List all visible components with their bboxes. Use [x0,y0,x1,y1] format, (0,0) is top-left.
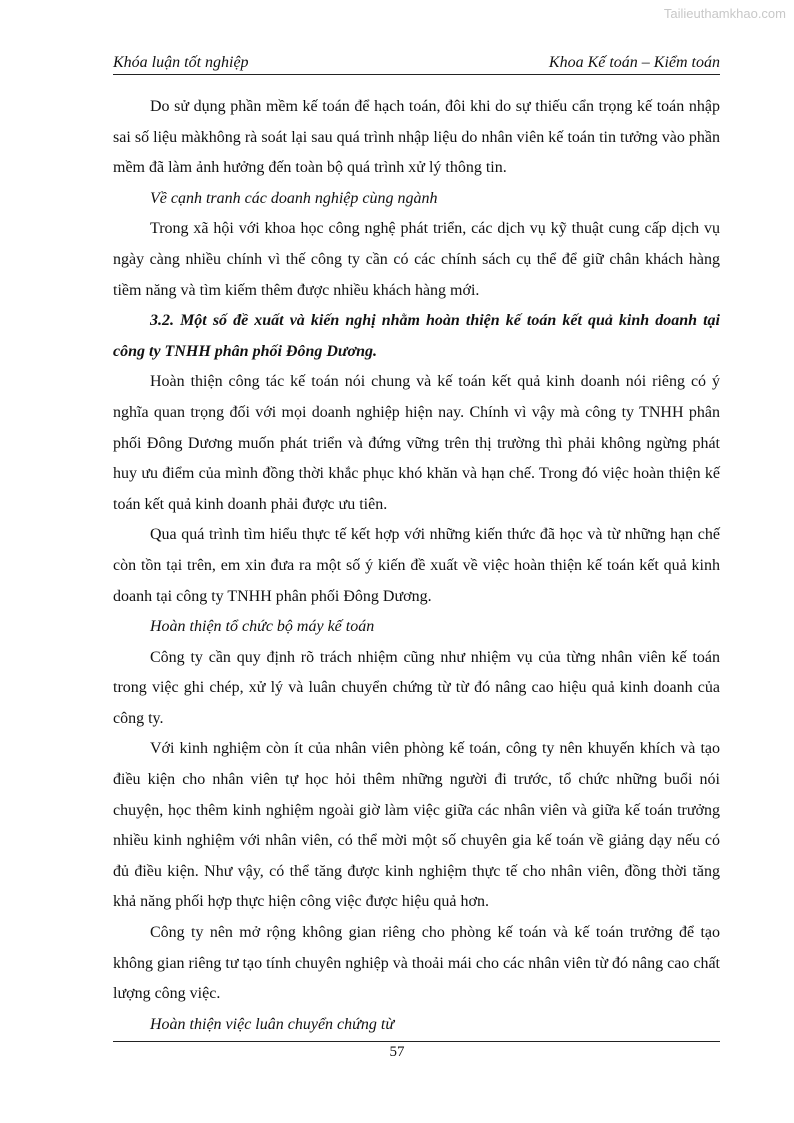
subheading-document-flow: Hoàn thiện việc luân chuyển chứng từ [150,1015,395,1033]
header-right-title: Khoa Kế toán – Kiểm toán [548,54,720,71]
subheading-competition: Về cạnh tranh các doanh nghiệp cùng ngành [150,189,438,207]
paragraph-proposals-intro: Qua quá trình tìm hiểu thực tế kết hợp với những kiến thức đã học và từ những hạn chế còn tồn tại trên, em xin đưa ra một số ý kiến đề xuất về việc hoàn thiện kế toán kết quả kinh doanh tại công ty TNHH phân phối Đông Dương. [113,526,720,605]
page-number: 57 [389,1044,405,1060]
header-left-title: Khóa luận tốt nghiệp [113,54,249,71]
paragraph-experience: Với kinh nghiệm còn ít của nhân viên phòng kế toán, công ty nên khuyến khích và tạo điều kiện cho nhân viên tự học hỏi thêm những người đi trước, tổ chức những buổi nói chuyện, học thêm kinh nghiệm ngoài giờ làm việc giữa các nhân viên và giữa kế toán trưởng nhiều kinh nghiệm với nhân viên, có thể mời một số chuyên gia kế toán về giảng dạy nếu có đủ điều kiện. Như vậy, có thể tăng được kinh nghiệm thực tế cho nhân viên, đồng thời tăng khả năng phối hợp thực hiện công việc được hiệu quả hơn. [113,740,720,911]
page-content [113,92,720,1040]
subheading-accounting-organization: Hoàn thiện tổ chức bộ máy kế toán [150,618,375,636]
page-header [113,48,720,75]
paragraph-responsibilities: Công ty cần quy định rõ trách nhiệm cũng như nhiệm vụ của từng nhân viên kế toán trong việc ghi chép, xử lý và luân chuyển chứng từ từ đó nâng cao hiệu quả kinh doanh của công ty. [113,648,720,727]
watermark: Tailieuthamkhao.com [663,6,786,21]
paragraph-competition: Trong xã hội với khoa học công nghệ phát triển, các dịch vụ kỹ thuật cung cấp dịch vụ ngày càng nhiều chính vì thế công ty cần có các chính sách cụ thể để giữ chân khách hàng tiềm năng và tìm kiếm thêm được nhiều khách hàng mới. [113,220,720,299]
section-heading-3-2: 3.2. Một số đề xuất và kiến nghị nhằm hoàn thiện kế toán kết quả kinh doanh tại công ty TNHH phân phối Đông Dương. [113,312,720,360]
footer-divider [113,1041,720,1042]
paragraph-importance: Hoàn thiện công tác kế toán nói chung và kế toán kết quả kinh doanh nói riêng có ý nghĩa quan trọng đối với mọi doanh nghiệp hiện nay. Chính vì vậy mà công ty TNHH phân phối Đông Dương muốn phát triển và đứng vững trên thị trường thì phải không ngừng phát huy ưu điểm của mình đồng thời khắc phục khó khăn và hạn chế. Trong đó việc hoàn thiện kế toán kết quả kinh doanh phải được ưu tiên. [113,373,720,513]
paragraph-software-errors: Do sử dụng phần mềm kế toán để hạch toán, đôi khi do sự thiếu cẩn trọng kế toán nhập sai số liệu màkhông rà soát lại sau quá trình nhập liệu do nhân viên kế toán tin tưởng vào phần mềm đã làm ảnh hưởng đến toàn bộ quá trình xử lý thông tin. [113,98,720,177]
paragraph-workspace: Công ty nên mở rộng không gian riêng cho phòng kế toán và kế toán trưởng để tạo không gian riêng tư tạo tính chuyên nghiệp và thoải mái cho các nhân viên từ đó nâng cao chất lượng công việc. [113,924,720,1003]
